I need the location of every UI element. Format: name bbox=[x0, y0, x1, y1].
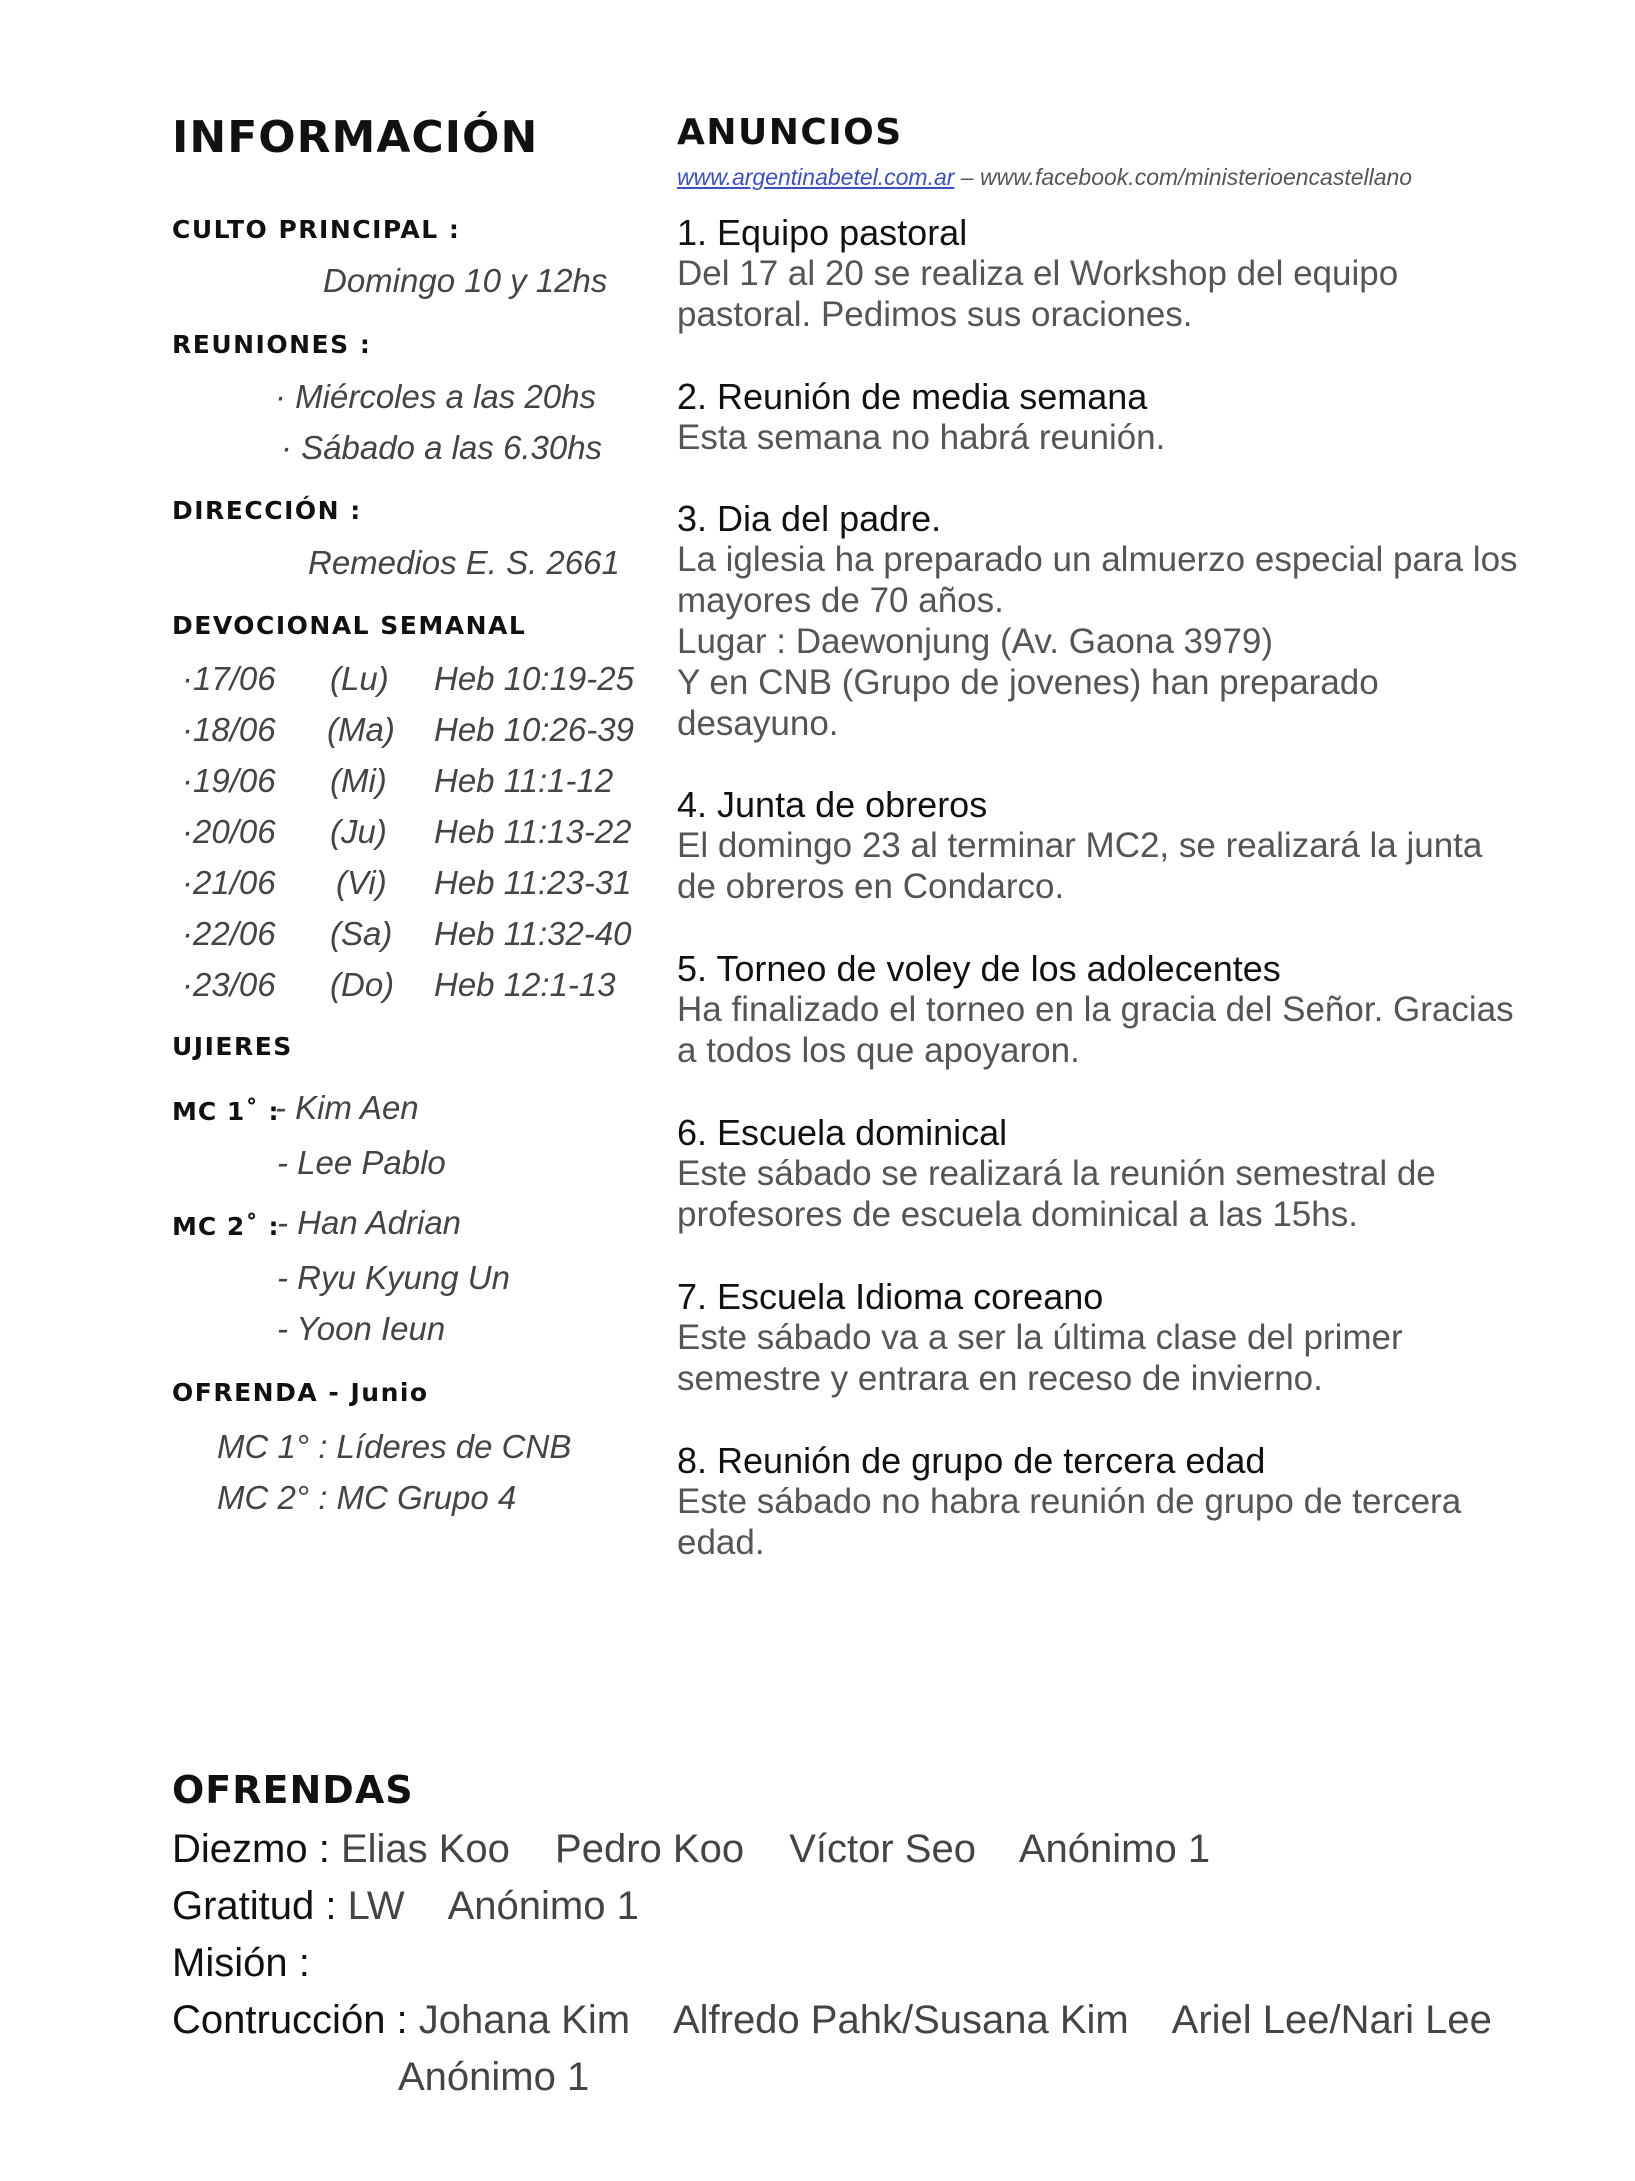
anuncio-item bbox=[677, 376, 1557, 458]
devocional-date: ·21/06 bbox=[182, 864, 276, 901]
info-title: INFORMACIÓN bbox=[172, 112, 539, 163]
devocional-row bbox=[182, 762, 652, 812]
ofrenda-name: LW bbox=[347, 1884, 405, 1928]
link-separator: – bbox=[954, 164, 980, 190]
devocional-day: (Vi) bbox=[336, 864, 387, 901]
culto-label: CULTO PRINCIPAL : bbox=[172, 215, 461, 244]
ujier-name: - Ryu Kyung Un bbox=[277, 1259, 510, 1296]
reunion-item: · Miércoles a las 20hs bbox=[275, 378, 596, 415]
anuncio-body-line: Del 17 al 20 se realiza el Workshop del equipo bbox=[677, 254, 1399, 293]
anuncio-item bbox=[677, 1276, 1557, 1399]
devocional-ref: Heb 10:26-39 bbox=[434, 711, 634, 748]
anuncio-heading: 7. Escuela Idioma coreano bbox=[677, 1276, 1104, 1317]
anuncio-body-line: El domingo 23 al terminar MC2, se realizará la junta bbox=[677, 826, 1483, 865]
devocional-day: (Do) bbox=[330, 966, 395, 1003]
anuncio-heading: 6. Escuela dominical bbox=[677, 1112, 1008, 1153]
anuncio-body-line: Este sábado no habra reunión de grupo de tercera bbox=[677, 1482, 1462, 1521]
devocional-day: (Sa) bbox=[330, 915, 393, 952]
ujier-name: - Han Adrian bbox=[277, 1204, 462, 1241]
ofrenda-item: MC 1° : Líderes de CNB bbox=[217, 1428, 572, 1465]
ofrenda-name: Alfredo Pahk/Susana Kim bbox=[672, 1998, 1129, 2042]
mision-row bbox=[172, 1941, 310, 1986]
anuncio-body-line: Esta semana no habrá reunión. bbox=[677, 418, 1166, 457]
devocional-day: (Lu) bbox=[330, 660, 389, 697]
anuncio-item bbox=[677, 784, 1557, 907]
devocional-date: ·20/06 bbox=[182, 813, 276, 850]
ujieres-mc2-label: MC 2˚ : bbox=[172, 1212, 280, 1241]
reuniones-label: REUNIONES : bbox=[172, 330, 372, 359]
direccion-label: DIRECCIÓN : bbox=[172, 496, 362, 525]
facebook-link: www.facebook.com/ministerioencastellano bbox=[980, 164, 1413, 190]
anuncio-heading: 4. Junta de obreros bbox=[677, 784, 988, 825]
anuncio-item bbox=[677, 1440, 1557, 1563]
anuncio-body-line: semestre y entrara en receso de invierno. bbox=[677, 1359, 1323, 1398]
anuncio-body-line: mayores de 70 años. bbox=[677, 581, 1004, 620]
anuncio-body-line: pastoral. Pedimos sus oraciones. bbox=[677, 295, 1193, 334]
ofrendas-title: OFRENDAS bbox=[172, 1768, 414, 1812]
anuncio-body-line: desayuno. bbox=[677, 704, 839, 743]
ofrenda-name: Anónimo 1 bbox=[447, 1884, 639, 1928]
ofrenda-name: Anónimo 1 bbox=[398, 2055, 590, 2099]
devocional-date: ·23/06 bbox=[182, 966, 276, 1003]
reunion-item: · Sábado a las 6.30hs bbox=[281, 429, 603, 466]
diezmo-label: Diezmo : bbox=[172, 1827, 330, 1871]
devocional-day: (Mi) bbox=[330, 762, 387, 799]
ujieres-mc1-label: MC 1˚ : bbox=[172, 1097, 280, 1126]
ujier-name: - Lee Pablo bbox=[277, 1144, 446, 1181]
devocional-row bbox=[182, 915, 652, 965]
construccion-label: Contrucción : bbox=[172, 1998, 408, 2042]
devocional-day: (Ma) bbox=[327, 711, 395, 748]
devocional-ref: Heb 12:1-13 bbox=[434, 966, 616, 1003]
anuncio-heading: 5. Torneo de voley de los adolecentes bbox=[677, 948, 1281, 989]
ofrenda-name: Pedro Koo bbox=[555, 1827, 745, 1871]
anuncio-item bbox=[677, 212, 1557, 335]
anuncio-heading: 1. Equipo pastoral bbox=[677, 212, 968, 253]
devocional-ref: Heb 10:19-25 bbox=[434, 660, 634, 697]
website-link[interactable]: www.argentinabetel.com.ar bbox=[677, 164, 955, 190]
links-line bbox=[677, 164, 1412, 191]
construccion-row-cont bbox=[398, 2055, 589, 2100]
devocional-row bbox=[182, 813, 652, 863]
devocional-row bbox=[182, 711, 652, 761]
anuncio-body-line: edad. bbox=[677, 1523, 765, 1562]
devocional-date: ·18/06 bbox=[182, 711, 276, 748]
anuncio-body-line: Y en CNB (Grupo de jovenes) han preparado bbox=[677, 663, 1379, 702]
devocional-row bbox=[182, 660, 652, 710]
devocional-ref: Heb 11:1-12 bbox=[434, 762, 614, 799]
ujier-name: - Yoon Ieun bbox=[277, 1310, 446, 1347]
anuncio-body-line: Ha finalizado el torneo en la gracia del Señor. Gracias bbox=[677, 990, 1514, 1029]
ofrenda-name: Ariel Lee/Nari Lee bbox=[1171, 1998, 1492, 2042]
anuncio-item bbox=[677, 1112, 1557, 1235]
direccion-value: Remedios E. S. 2661 bbox=[308, 544, 620, 581]
anuncio-body-line: de obreros en Condarco. bbox=[677, 867, 1065, 906]
anuncio-body-line: La iglesia ha preparado un almuerzo especial para los bbox=[677, 540, 1518, 579]
devocional-label: DEVOCIONAL SEMANAL bbox=[172, 611, 527, 640]
anuncio-body-line: Este sábado va a ser la última clase del primer bbox=[677, 1318, 1403, 1357]
diezmo-row bbox=[172, 1827, 1244, 1872]
ujier-name: - Kim Aen bbox=[275, 1089, 419, 1126]
ofrenda-name: Johana Kim bbox=[418, 1998, 631, 2042]
devocional-ref: Heb 11:13-22 bbox=[434, 813, 632, 850]
devocional-date: ·19/06 bbox=[182, 762, 276, 799]
devocional-row bbox=[182, 864, 652, 914]
ofrenda-item: MC 2° : MC Grupo 4 bbox=[217, 1479, 517, 1516]
ofrenda-name: Anónimo 1 bbox=[1018, 1827, 1211, 1871]
ofrenda-name: Elias Koo bbox=[340, 1827, 510, 1871]
anuncio-body-line: Lugar : Daewonjung (Av. Gaona 3979) bbox=[677, 622, 1274, 661]
anuncio-body-line: a todos los que apoyaron. bbox=[677, 1031, 1080, 1070]
ofrenda-name: Víctor Seo bbox=[789, 1827, 976, 1871]
anuncios-title: ANUNCIOS bbox=[677, 112, 903, 153]
anuncio-heading: 2. Reunión de media semana bbox=[677, 376, 1148, 417]
anuncio-item bbox=[677, 498, 1557, 744]
devocional-row bbox=[182, 966, 652, 1016]
gratitud-row bbox=[172, 1884, 673, 1929]
devocional-ref: Heb 11:23-31 bbox=[434, 864, 632, 901]
ofrenda-label: OFRENDA - Junio bbox=[172, 1378, 429, 1407]
anuncio-body-line: Este sábado se realizará la reunión semestral de bbox=[677, 1154, 1436, 1193]
devocional-ref: Heb 11:32-40 bbox=[434, 915, 632, 952]
devocional-day: (Ju) bbox=[330, 813, 387, 850]
anuncio-heading: 3. Dia del padre. bbox=[677, 498, 942, 539]
gratitud-label: Gratitud : bbox=[172, 1884, 337, 1928]
ujieres-label: UJIERES bbox=[172, 1032, 293, 1061]
culto-value: Domingo 10 y 12hs bbox=[323, 262, 608, 299]
anuncio-heading: 8. Reunión de grupo de tercera edad bbox=[677, 1440, 1266, 1481]
mision-label: Misión : bbox=[172, 1941, 310, 1985]
devocional-date: ·17/06 bbox=[182, 660, 276, 697]
anuncio-body-line: profesores de escuela dominical a las 15hs. bbox=[677, 1195, 1358, 1234]
construccion-row bbox=[172, 1998, 1526, 2043]
devocional-date: ·22/06 bbox=[182, 915, 276, 952]
anuncio-item bbox=[677, 948, 1557, 1071]
